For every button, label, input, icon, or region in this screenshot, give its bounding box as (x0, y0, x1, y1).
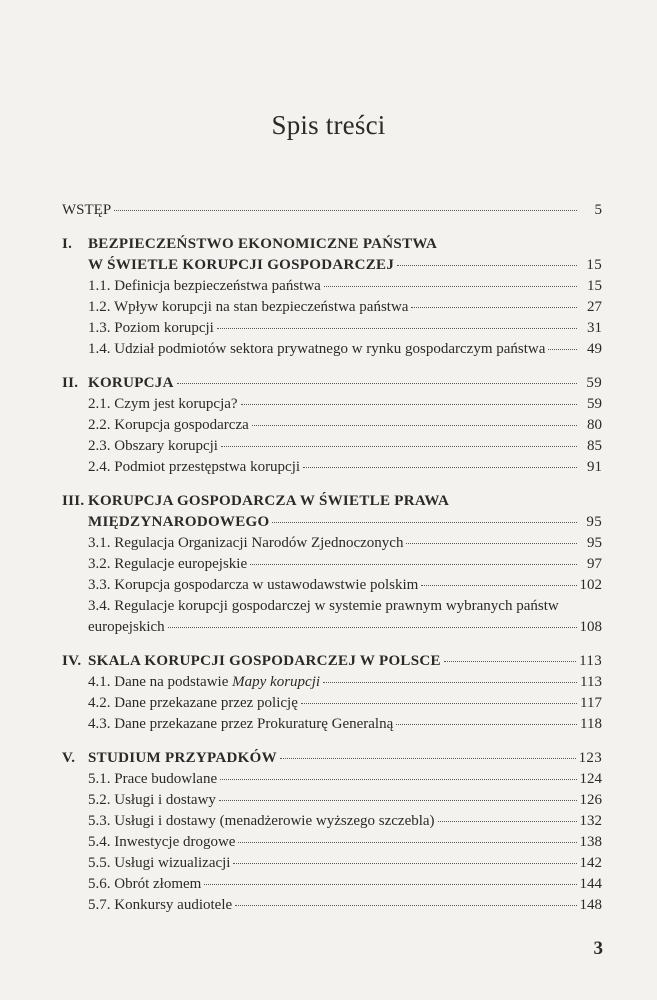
toc-entry (62, 895, 602, 916)
entry-label: 5.4. Inwestycje drogowe (88, 834, 236, 850)
toc-entry (62, 297, 602, 318)
entry-label: 5.5. Usługi wizualizacji (88, 855, 231, 871)
entry-page: 59 (587, 396, 602, 412)
entry-label: 2.1. Czym jest korupcja? (88, 396, 238, 412)
chapter-title: KORUPCJA GOSPODARCZA W ŚWIETLE PRAWA (88, 493, 450, 509)
toc-entry (62, 394, 602, 415)
toc-entry (62, 339, 602, 360)
chapter-heading-cont (62, 255, 602, 276)
entry-page: 148 (579, 897, 602, 913)
entry-label-cont: europejskich (88, 619, 165, 635)
dot-leader (235, 901, 576, 906)
entry-label: 5.3. Usługi i dostawy (menadżerowie wyższego szczebla) (88, 813, 435, 829)
dot-leader (301, 699, 577, 704)
entry-label: 1.1. Definicja bezpieczeństwa państwa (88, 278, 321, 294)
dot-leader (114, 206, 577, 211)
entry-label: 5.1. Prace budowlane (88, 771, 218, 787)
entry-page: 142 (579, 855, 602, 871)
chapter-heading (62, 373, 602, 394)
dot-leader (303, 463, 577, 468)
chapter-number: IV. (62, 653, 82, 669)
entry-label: 1.3. Poziom korupcji (88, 320, 214, 336)
chapter-heading (62, 748, 602, 769)
toc-entry (62, 874, 602, 895)
chapter-title: BEZPIECZEŃSTWO EKONOMICZNE PAŃSTWA (88, 236, 438, 252)
entry-page: 49 (587, 341, 602, 357)
toc-entry (62, 693, 602, 714)
entry-page: 97 (587, 556, 602, 572)
dot-leader (250, 560, 577, 565)
entry-page: 132 (579, 813, 602, 829)
dot-leader (324, 282, 577, 287)
dot-leader (411, 303, 577, 308)
dot-leader (421, 581, 576, 586)
entry-label: 4.1. Dane na podstawie (88, 674, 229, 690)
chapter-page: 113 (579, 653, 602, 669)
entry-page: 15 (587, 278, 602, 294)
toc-entry (62, 415, 602, 436)
toc-entry (62, 554, 602, 575)
entry-page: 118 (580, 716, 602, 732)
entry-label: 1.4. Udział podmiotów sektora prywatnego w rynku gospodarczym państwa (88, 341, 546, 357)
page-title: Spis treści (271, 110, 386, 140)
entry-page: 5 (594, 202, 602, 218)
toc-entry (62, 436, 602, 457)
entry-label: 5.2. Usługi i dostawy (88, 792, 216, 808)
entry-page: 117 (580, 695, 602, 711)
toc-entry (62, 672, 602, 693)
toc-entry (62, 811, 602, 832)
entry-label: 3.4. Regulacje korupcji gospodarczej w systemie prawnym wybranych państw (88, 598, 559, 614)
entry-page: 126 (579, 792, 602, 808)
entry-label: 4.3. Dane przekazane przez Prokuraturę Generalną (88, 716, 394, 732)
entry-label: 5.7. Konkursy audiotele (88, 897, 233, 913)
entry-label: 5.6. Obrót złomem (88, 876, 202, 892)
entry-label: 1.2. Wpływ korupcji na stan bezpieczeństwa państwa (88, 299, 409, 315)
toc-entry (62, 318, 602, 339)
dot-leader (177, 379, 577, 384)
dot-leader (323, 678, 577, 683)
chapter-section (62, 748, 602, 916)
dot-leader (397, 261, 577, 266)
chapter-number: I. (62, 236, 73, 252)
entry-page: 144 (579, 876, 602, 892)
entry-page: 31 (587, 320, 602, 336)
toc-entry (62, 790, 602, 811)
dot-leader (221, 442, 577, 447)
entry-label: 3.2. Regulacje europejskie (88, 556, 248, 572)
entry-page: 113 (580, 674, 602, 690)
entry-page: 85 (587, 438, 602, 454)
entry-label-italic: Mapy korupcji (232, 674, 321, 690)
entry-page: 80 (587, 417, 602, 433)
entry-label: 4.2. Dane przekazane przez policję (88, 695, 298, 711)
page-number: 3 (593, 938, 603, 959)
chapter-title-cont: W ŚWIETLE KORUPCJI GOSPODARCZEJ (88, 257, 395, 273)
entry-page: 108 (579, 619, 602, 635)
toc-entry (62, 832, 602, 853)
dot-leader (252, 421, 577, 426)
entry-label: 2.2. Korupcja gospodarcza (88, 417, 249, 433)
chapter-page: 15 (586, 257, 602, 273)
toc-entry (62, 533, 602, 554)
chapter-section (62, 234, 602, 360)
dot-leader (406, 539, 577, 544)
toc-entry-line1 (62, 596, 602, 617)
dot-leader (272, 518, 577, 523)
toc-entry (62, 276, 602, 297)
entry-page: 124 (579, 771, 602, 787)
chapter-title: SKALA KORUPCJI GOSPODARCZEJ W POLSCE (88, 653, 441, 669)
entry-page: 27 (587, 299, 602, 315)
chapter-number: II. (62, 375, 79, 391)
dot-leader (204, 880, 576, 885)
toc-entry (62, 714, 602, 735)
dot-leader (548, 345, 577, 350)
toc-entry (62, 457, 602, 478)
chapter-heading-cont (62, 512, 602, 533)
toc-entry (62, 769, 602, 790)
chapter-heading (62, 234, 602, 255)
dot-leader (444, 657, 576, 662)
chapter-section (62, 651, 602, 735)
dot-leader (219, 796, 577, 801)
entry-page: 138 (579, 834, 602, 850)
chapter-section (62, 491, 602, 638)
dot-leader (280, 754, 576, 759)
chapter-heading (62, 651, 602, 672)
dot-leader (233, 859, 576, 864)
dot-leader (217, 324, 577, 329)
chapter-number: III. (62, 493, 85, 509)
toc-entry-intro (62, 200, 602, 221)
entry-label: 2.4. Podmiot przestępstwa korupcji (88, 459, 301, 475)
chapter-heading (62, 491, 602, 512)
chapter-page: 123 (578, 750, 602, 766)
table-of-contents (62, 200, 602, 916)
entry-label: WSTĘP (62, 202, 112, 218)
chapter-page: 95 (586, 514, 602, 530)
dot-leader (220, 775, 576, 780)
chapter-number: V. (62, 750, 76, 766)
entry-page: 91 (587, 459, 602, 475)
entry-page: 102 (579, 577, 602, 593)
dot-leader (438, 817, 577, 822)
dot-leader (396, 720, 577, 725)
entry-label: 3.1. Regulacja Organizacji Narodów Zjednoczonych (88, 535, 404, 551)
chapter-title-cont: MIĘDZYNARODOWEGO (88, 514, 270, 530)
entry-label: 3.3. Korupcja gospodarcza w ustawodawstwie polskim (88, 577, 419, 593)
entry-label: 2.3. Obszary korupcji (88, 438, 218, 454)
entry-page: 95 (587, 535, 602, 551)
dot-leader (168, 623, 577, 628)
dot-leader (238, 838, 576, 843)
dot-leader (241, 400, 577, 405)
toc-entry (62, 853, 602, 874)
chapter-title: KORUPCJA (88, 375, 174, 391)
chapter-title: STUDIUM PRZYPADKÓW (88, 750, 277, 766)
toc-entry-line2 (62, 617, 602, 638)
chapter-page: 59 (586, 375, 602, 391)
toc-entry (62, 575, 602, 596)
chapter-section (62, 373, 602, 478)
